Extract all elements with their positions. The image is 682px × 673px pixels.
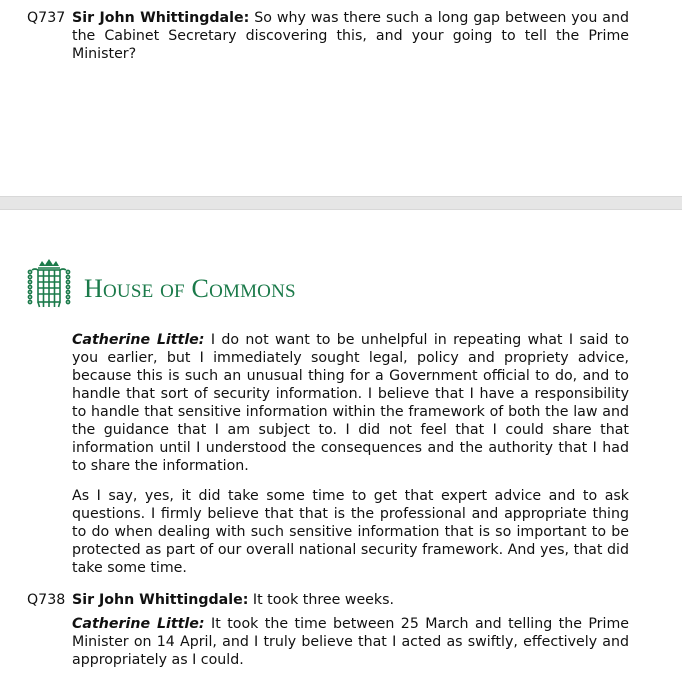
question-number: Q738 [27, 592, 66, 608]
answer-paragraph [72, 615, 629, 669]
question-text: It took three weeks. [252, 592, 395, 608]
portcullis-icon [26, 258, 72, 310]
speaker-name: Sir John Whittingdale: [72, 10, 250, 26]
page-separator [0, 196, 682, 210]
house-of-commons-logo [26, 258, 352, 310]
answer-paragraph [72, 331, 629, 475]
question-text: So why was there such a long gap between you and the Cabinet Secretary discovering this, and your going to tell the Prime Minister? [72, 10, 629, 62]
question-paragraph [72, 591, 629, 609]
answer-text: As I say, yes, it did take some time to get that expert advice and to ask questions. I firmly believe that that is the professional and appropriate thing to do when dealing with such sensitive information that is so important to be protected as part of our overall national security framework. And yes, that did take some time. [72, 488, 629, 576]
speaker-name: Catherine Little: [72, 332, 205, 348]
speaker-name: Sir John Whittingdale: [72, 592, 249, 608]
question-number: Q737 [27, 10, 66, 26]
answer-text: I do not want to be unhelpful in repeating what I said to you earlier, but I immediately sought legal, policy and propriety advice, because this is such an unusual thing for a Government official to do, and to handle that sort of security information. I believe that I have a responsibility to handle that sensitive information within the framework of both the law and the guidance that I am subject to. I did not feel that I could share that information until I understood the consequences and the authority that I had to share the information. [72, 332, 630, 474]
question-paragraph [72, 9, 629, 63]
answer-text: It took the time between 25 March and telling the Prime Minister on 14 April, and I truly believe that I acted as swiftly, effectively and appropriately as I could. [72, 616, 630, 668]
answer-paragraph [72, 487, 629, 577]
speaker-name: Catherine Little: [72, 616, 205, 632]
logo-wordmark: HOUSE OF COMMONS [84, 274, 296, 303]
page-top [0, 0, 682, 196]
